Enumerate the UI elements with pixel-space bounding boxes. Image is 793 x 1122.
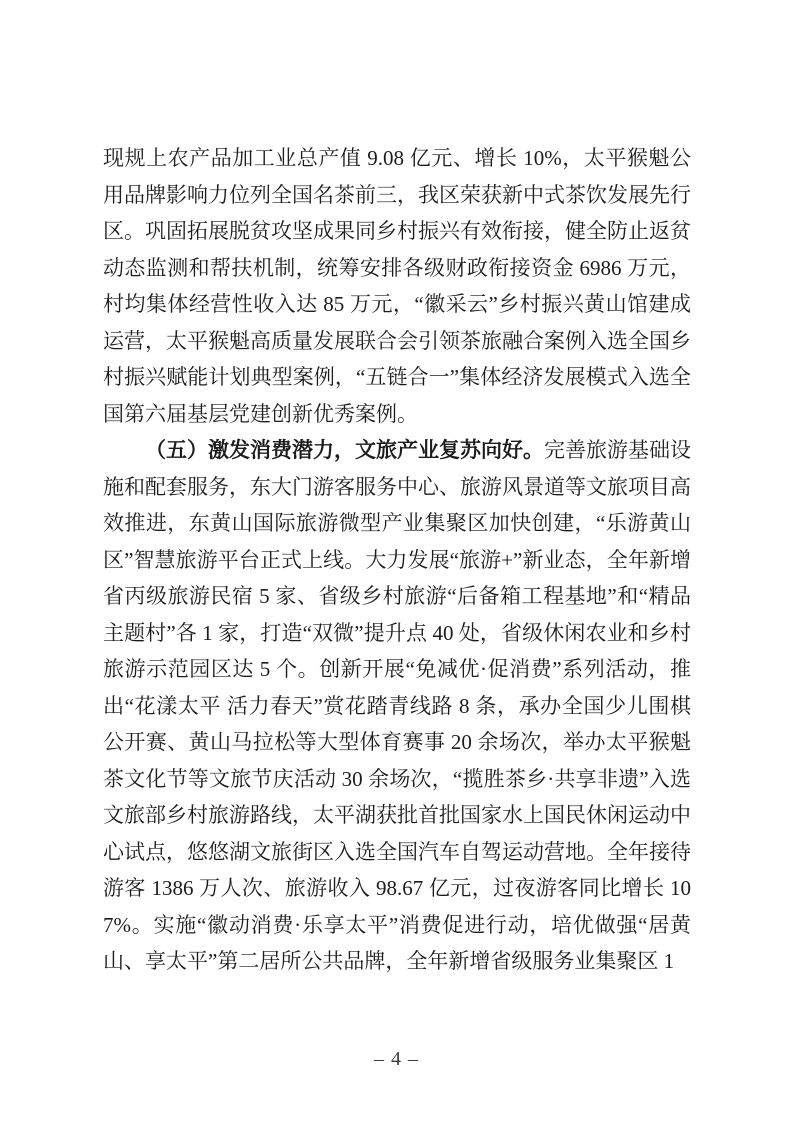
document-body	[103, 140, 691, 980]
page-footer	[0, 1048, 793, 1071]
paragraph-text: 完善旅游基础设施和配套服务，东大门游客服务中心、旅游风景道等文旅项目高效推进，东黄山国际旅游微型产业集聚区加快创建，“乐游黄山区”智慧旅游平台正式上线。大力发展“旅游+”新业态，全年新增省丙级旅游民宿 5 家、省级乡村旅游“后备箱工程基地”和“精品主题村”各 1 家，打造“双微”提升点 40 处，省级休闲农业和乡村旅游示范园区达 5 个。创新开展“免减优·促消费”系列活动，推出“花漾太平 活力春天”赏花踏青线路 8 条，承办全国少儿围棋公开赛、黄山马拉松等大型体育赛事 20 余场次，举办太平猴魁茶文化节等文旅节庆活动 30 余场次，“揽胜茶乡·共享非遗”入选文旅部乡村旅游路线，太平湖获批首批国家水上国民休闲运动中心试点，悠悠湖文旅街区入选全国汽车自驾运动营地。全年接待游客 1386 万人次、旅游收入 98.67 亿元，过夜游客同比增长 107%。实施“徽动消费·乐享太平”消费促进行动，培优做强“居黄山、享太平”第二居所公共品牌，全年新增省级服务业集聚区 1	[103, 438, 691, 973]
page-number: – 4 –	[374, 1048, 419, 1070]
paragraph-section-5	[103, 432, 691, 980]
paragraph-continued	[103, 140, 691, 432]
paragraph-text: 现规上农产品加工业总产值 9.08 亿元、增长 10%，太平猴魁公用品牌影响力位列全国名茶前三，我区荣获新中式茶饮发展先行区。巩固拓展脱贫攻坚成果同乡村振兴有效衔接，健全防止返贫动态监测和帮扶机制，统筹安排各级财政衔接资金 6986 万元，村均集体经营性收入达 85 万元，“徽采云”乡村振兴黄山馆建成运营，太平猴魁高质量发展联合会引领茶旅融合案例入选全国乡村振兴赋能计划典型案例，“五链合一”集体经济发展模式入选全国第六届基层党建创新优秀案例。	[103, 146, 691, 426]
section-heading: （五）激发消费潜力，文旅产业复苏向好。	[145, 438, 544, 462]
